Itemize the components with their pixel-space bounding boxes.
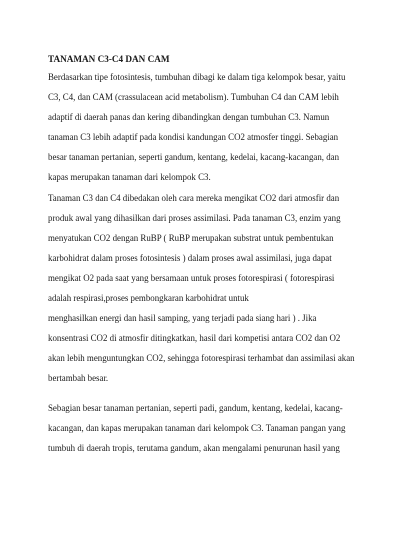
text-line: kapas merupakan tanaman dari kelompok C3. [48,172,211,182]
text-line: karbohidrat dalam proses fotosintesis ) dalam proses awal assimilasi, juga dapat [48,253,332,263]
document-title: TANAMAN C3-C4 DAN CAM [48,54,170,64]
text-line: kacangan, dan kapas merupakan tanaman dari kelompok C3. Tanaman pangan yang [48,423,346,433]
text-line: C3, C4, dan CAM (crassulacean acid metabolism). Tumbuhan C4 dan CAM lebih [48,92,339,102]
text-line: akan lebih menguntungkan CO2, sehingga fotorespirasi terhambat dan assimilasi akan [48,353,355,363]
text-line: menyatukan CO2 dengan RuBP ( RuBP merupakan substrat untuk pembentukan [48,233,334,243]
text-line: konsentrasi CO2 di atmosfir ditingkatkan, hasil dari kompetisi antara CO2 dan O2 [48,333,341,343]
text-line: mengikat O2 pada saat yang bersamaan untuk proses fotorespirasi ( fotorespirasi [48,273,335,283]
text-line: adaptif di daerah panas dan kering dibandingkan dengan tumbuhan C3. Namun [48,112,330,122]
text-line: bertambah besar. [48,373,109,383]
text-line: menghasilkan energi dan hasil samping, yang terjadi pada siang hari ) . Jika [48,313,317,323]
text-line: Tanaman C3 dan C4 dibedakan oleh cara mereka mengikat CO2 dari atmosfir dan [48,193,340,203]
text-line: produk awal yang dihasilkan dari proses assimilasi. Pada tanaman C3, enzim yang [48,213,341,223]
text-line: Berdasarkan tipe fotosintesis, tumbuhan dibagi ke dalam tiga kelompok besar, yaitu [48,72,346,82]
text-line: adalah respirasi,proses pembongkaran karbohidrat untuk [48,293,249,303]
text-line: tanaman C3 lebih adaptif pada kondisi kandungan CO2 atmosfer tinggi. Sebagian [48,132,339,142]
text-line: besar tanaman pertanian, seperti gandum, kentang, kedelai, kacang-kacangan, dan [48,152,340,162]
text-line: Sebagian besar tanaman pertanian, seperti padi, gandum, kentang, kedelai, kacang- [48,403,343,413]
text-line: tumbuh di daerah tropis, terutama gandum, akan mengalami penurunan hasil yang [48,443,340,453]
